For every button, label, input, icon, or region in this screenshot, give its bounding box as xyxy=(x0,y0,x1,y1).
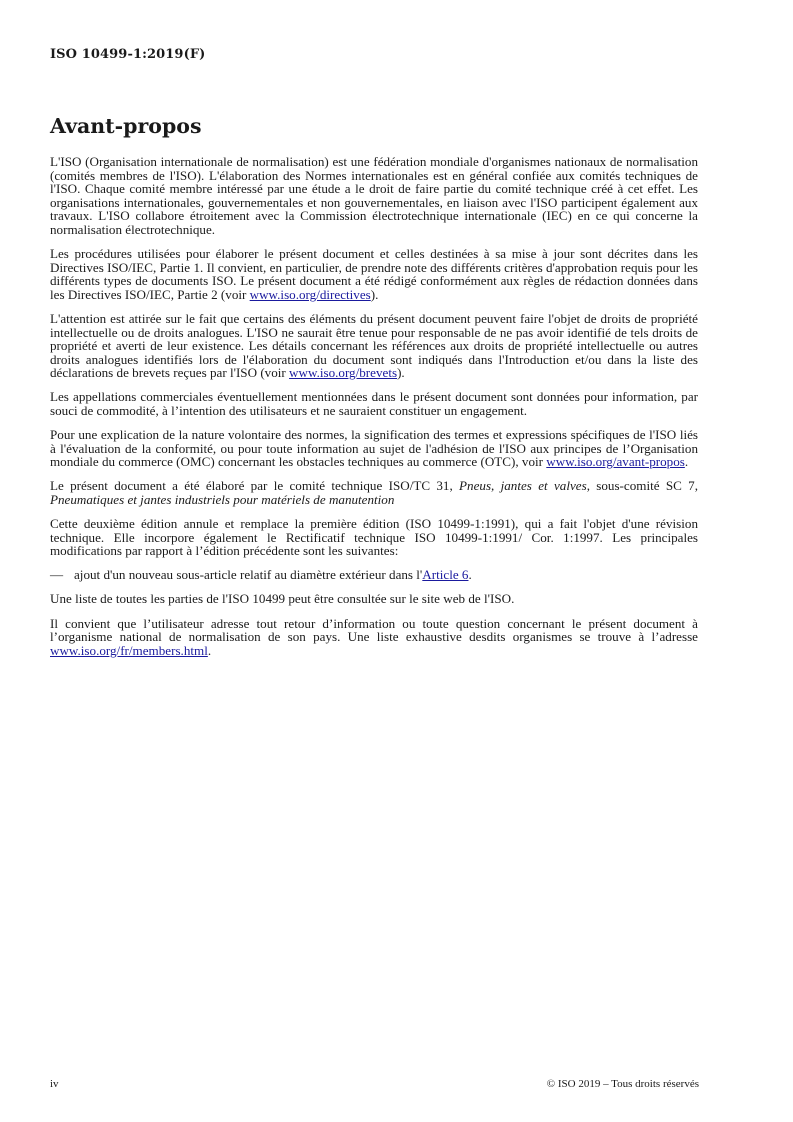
paragraph-procedures xyxy=(50,247,698,301)
paragraph-iso-intro: L'ISO (Organisation internationale de normalisation) est une fédération mondiale d'organismes nationaux de normalisation (comités membres de l'ISO). L'élaboration des Normes internationales est en général confiée aux comités techniques de l'ISO. Chaque comité membre intéressé par une étude a le droit de faire partie du comité technique créé à cet effet. Les organisations internationales, gouvernementales et non gouvernementales, en liaison avec l'ISO participent également aux travaux. L'ISO collabore étroitement avec la Commission électrotechnique internationale (IEC) en ce qui concerne la normalisation électrotechnique. xyxy=(50,154,698,237)
paragraph-parts-list: Une liste de toutes les parties de l'ISO 10499 peut être consultée sur le site web de l'ISO. xyxy=(50,591,515,607)
link-avant-propos[interactable]: www.iso.org/avant-propos xyxy=(546,454,685,470)
paragraph-text-end: ). xyxy=(370,286,379,302)
paragraph-text-end: . xyxy=(207,642,212,658)
paragraph-text-end: ). xyxy=(397,365,405,381)
list-item xyxy=(50,568,698,582)
document-body xyxy=(50,155,698,668)
page-title: Avant-propos xyxy=(50,114,202,138)
link-article-6[interactable]: Article 6 xyxy=(422,567,469,583)
copyright-notice: © ISO 2019 – Tous droits réservés xyxy=(546,1078,699,1090)
paragraph-text: L'attention est attirée sur le fait que certains des éléments du présent document peuvent faire l'objet de droits de propriété intellectuelle ou de droits analogues. L'ISO ne saurait être tenue pour responsable de ne pas avoir identifié de tels droits de propriété et averti de leur existence. Les détails concernant les références aux droits de propriété intellectuelle ou autres droits analogues identifiés lors de l'élaboration du document sont indiqués dans l'Introduction et/ou dans la liste des déclarations de brevets reçues par l'ISO (voir xyxy=(50,310,698,381)
paragraph-text-mid: , sous-comité SC 7, xyxy=(586,478,698,494)
document-id: ISO 10499-1:2019(F) xyxy=(50,47,206,62)
committee-title: Pneus, jantes et valves xyxy=(459,478,587,494)
paragraph-patents xyxy=(50,312,698,380)
paragraph-committee xyxy=(50,479,698,506)
paragraph-text: Pour une explication de la nature volontaire des normes, la signification des termes et expressions spécifiques de l'ISO liés à l'évaluation de la conformité, ou pour toute information au sujet de l'adhésion de l'ISO aux principes de l’Organisation mondiale du commerce (OMC) concernant les obstacles techniques au commerce (OTC), voir xyxy=(50,427,698,470)
paragraph-text: Il convient que l’utilisateur adresse tout retour d’information ou toute question concernant le présent document à l’organisme national de normalisation de son pays. Une liste exhaustive desdits organismes se trouve à l’adresse xyxy=(50,615,698,645)
list-item-text xyxy=(74,568,472,582)
paragraph-text: Le présent document a été élaboré par le comité technique ISO/TC 31, xyxy=(50,478,460,494)
page-number: iv xyxy=(50,1078,59,1090)
link-brevets[interactable]: www.iso.org/brevets xyxy=(289,365,398,381)
list-item-text-start: ajout d'un nouveau sous-article relatif au diamètre extérieur dans l' xyxy=(74,567,423,583)
subcommittee-title: Pneumatiques et jantes industriels pour matériels de manutention xyxy=(50,491,395,507)
paragraph-voluntary-nature xyxy=(50,428,698,469)
link-members[interactable]: www.iso.org/fr/members.html xyxy=(50,642,208,658)
link-directives[interactable]: www.iso.org/directives xyxy=(249,286,371,302)
dash-marker: — xyxy=(50,567,64,583)
list-item-text-end: . xyxy=(468,567,472,583)
paragraph-text-end: . xyxy=(684,454,689,470)
paragraph-text: Les procédures utilisées pour élaborer le présent document et celles destinées à sa mise à jour sont décrites dans les Directives ISO/IEC, Partie 1. Il convient, en particulier, de prendre note des différents critères d'approbation requis pour les différents types de documents ISO. Le présent document a été rédigé conformément aux règles de rédaction données dans les Directives ISO/IEC, Partie 2 (voir xyxy=(50,246,698,302)
paragraph-edition: Cette deuxième édition annule et remplace la première édition (ISO 10499-1:1991), qui a fait l'objet d'une révision technique. Elle incorpore également le Rectificatif technique ISO 10499-1:1991/ Cor. 1:1997. Les principales modifications par rapport à l’édition précédente sont les suivantes: xyxy=(50,516,698,559)
paragraph-feedback xyxy=(50,617,698,658)
paragraph-trade-names: Les appellations commerciales éventuellement mentionnées dans le présent document sont données pour information, par souci de commodité, à l’intention des utilisateurs et ne sauraient constituer un engagement. xyxy=(50,389,698,418)
